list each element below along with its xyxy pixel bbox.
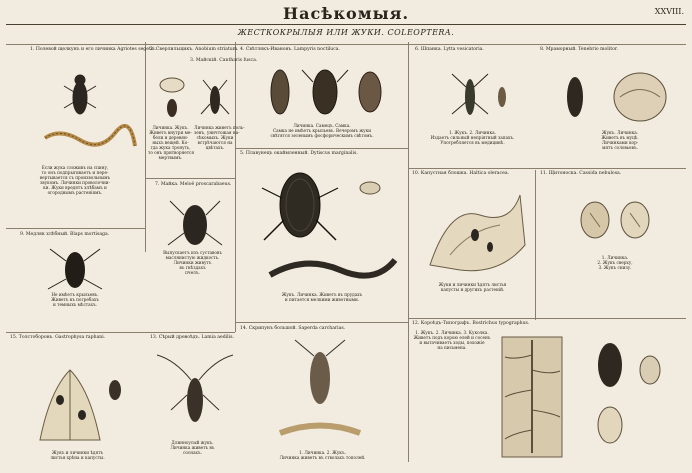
caption-11 <box>545 255 685 270</box>
caption-line: Живетъ въ муцѣ. <box>601 135 639 140</box>
plate-subtitle: ЖЕСТКОКРЫЛЫЯ ИЛИ ЖУКИ. COLEOPTERA. <box>237 28 455 37</box>
blaps-illustration <box>30 245 120 290</box>
haltica-illustration <box>420 185 530 280</box>
caption-line: Жукъ. Личинка. <box>601 130 639 135</box>
caption-line: пчелъ. <box>185 270 200 275</box>
caption-line: маслянистую жидкость. <box>165 255 220 260</box>
section-2-heading: 2. Сверлильщикъ. Anobium striatum. <box>150 47 239 52</box>
caption-5 <box>238 292 406 302</box>
divider <box>236 322 408 323</box>
caption-line: Употребляется въ медицинѣ. <box>440 140 505 145</box>
caption-line: Личинка живетъ въ стволахъ тополей. <box>279 455 366 460</box>
section-8-heading: 8. Мраморный. Tenebrio molitor. <box>540 47 618 52</box>
caption-line: Живетъ внутри ме- <box>149 130 192 135</box>
caption-line: свѣтятся зеленымъ фосфорическимъ свѣтомъ. <box>270 133 374 138</box>
caption-line: огороднымъ растеніямъ. <box>47 190 103 195</box>
caption-line: Выпускаетъ изъ суставовъ <box>163 250 222 255</box>
plate-title: Насѣкомыя. <box>282 4 410 23</box>
caption-line: Живетъ въ погребахъ <box>51 297 99 302</box>
saperda-illustration <box>270 338 370 446</box>
caption-line: и вытачиваетъ ходы, похожіе <box>419 340 485 345</box>
divider <box>535 170 536 320</box>
caption-line: Издаетъ сильный непріятный запахъ. <box>430 135 515 140</box>
section-11-heading: 11. Щитоноска. Cassida nebulosa. <box>540 171 622 176</box>
caption-line: звукомъ. Личинки проволочни- <box>39 180 111 185</box>
divider <box>6 228 146 229</box>
caption-6 <box>410 130 535 145</box>
caption-line: 1. Жукъ. 2. Личинка. <box>449 130 496 135</box>
caption-3 <box>194 125 245 150</box>
caption-line: Личинками кор- <box>601 140 639 145</box>
caption-line: Живетъ подъ корою елей и сосенъ <box>413 335 491 340</box>
caption-line: Личинка живетъ поль- <box>194 125 245 130</box>
caption-line: цвѣтахъ. <box>205 145 225 150</box>
gastrophysa-illustration <box>20 350 135 445</box>
caption-1 <box>10 165 140 195</box>
caption-line: мятъ соловьевъ. <box>602 145 638 150</box>
caption-line: то онъ притворяется <box>148 150 195 155</box>
caption-line: Жукъ и личинки ѣдятъ <box>51 450 104 455</box>
section-10-heading: 10. Капустная блошка. Haltica oleracea. <box>412 171 510 176</box>
lytta-illustration <box>440 62 520 122</box>
tenebrio-illustration <box>545 62 675 127</box>
section-1-heading: 1. Полевой щелкунъ и его личинка Agriotes segetis. <box>30 47 157 52</box>
meloe-illustration <box>160 195 230 250</box>
section-3-heading: 3. Майскій. Cantharis fusca. <box>190 58 258 63</box>
section-9-heading: 9. Медляк хлѣбный. Blaps mortisaga. <box>20 232 110 237</box>
caption-7 <box>150 250 235 275</box>
caption-line: сѣкомыхъ. Жуки <box>196 135 234 140</box>
caption-line: бели и деревян- <box>152 135 189 140</box>
caption-line: 3. Жукъ снизу. <box>598 265 632 270</box>
caption-line: Жуки и личинки ѣдятъ листья <box>438 282 507 287</box>
caption-line: 1. Личинка. 2. Жукъ. <box>299 450 346 455</box>
section-5-heading: 5. Плавунецъ окаймленный. Dytiscus marginalis. <box>240 151 358 156</box>
divider <box>6 332 235 333</box>
caption-line: и темныхъ мѣстахъ. <box>53 302 97 307</box>
divider <box>235 42 236 332</box>
section-7-heading: 7. Майка. Meloë proscarabaeus. <box>155 182 232 187</box>
caption-line: Жукъ. Личинка. Живетъ въ прудахъ <box>281 292 363 297</box>
caption-line: Личинка. Самецъ. Самка. <box>293 123 351 128</box>
caption-10 <box>410 282 535 292</box>
caption-line: Самка не имѣетъ крыльевъ. Вечеромъ жуки <box>272 128 372 133</box>
cantharis-illustration <box>195 70 235 120</box>
caption-line: гда жука тронуть, <box>150 145 191 150</box>
caption-line: въ гнѣздахъ <box>179 265 206 270</box>
caption-line: соснахъ. <box>183 450 202 455</box>
lampyris-illustration <box>250 62 400 122</box>
caption-line: мертвымъ. <box>158 155 183 160</box>
cassida-illustration <box>570 185 670 250</box>
caption-line: Длинноусый жукъ. <box>171 440 214 445</box>
caption-line: Личинки живутъ <box>173 260 212 265</box>
section-4-heading: 4. Свѣтлякъ-Ивановъ. Lampyris noctiluca. <box>240 47 340 52</box>
section-14-heading: 14. Скрипунъ большой. Saperda carcharias. <box>240 326 346 331</box>
caption-line: Личинка. Жукъ. <box>152 125 189 130</box>
divider <box>408 42 409 462</box>
divider <box>236 148 408 149</box>
dytiscus-illustration <box>260 160 400 290</box>
click-beetle-illustration <box>40 68 140 163</box>
section-6-heading: 6. Шпанка. Lytta vesicatoria. <box>415 47 484 52</box>
divider <box>145 178 235 179</box>
caption-line: капусты и другихъ растеній. <box>440 287 505 292</box>
anobium-illustration <box>152 70 192 120</box>
plate-number: XXVIII. <box>654 7 684 16</box>
caption-line: Личинка живетъ въ <box>170 445 215 450</box>
caption-line: ныхъ вещей. Ко- <box>152 140 189 145</box>
section-15-heading: 15. Толстоборонь. Gastrophysa raphani. <box>10 335 106 340</box>
caption-line: и питается мелкими животными. <box>284 297 360 302</box>
caption-line: ки. Жуки вредятъ хлѣбамъ и <box>43 185 107 190</box>
caption-14 <box>240 450 405 460</box>
caption-line: Если жука сложивъ на спину, <box>41 165 109 170</box>
caption-line: на письмена. <box>437 345 467 350</box>
caption-line: 1. Жукъ. 2. Личинка. 3. Куколка. <box>415 330 489 335</box>
caption-13 <box>150 440 235 455</box>
caption-4 <box>238 123 406 138</box>
divider <box>408 318 686 319</box>
caption-line: зенъ, уничтожая на- <box>194 130 240 135</box>
caption-line: Не имѣетъ крыльевъ. <box>51 292 99 297</box>
divider <box>6 44 686 45</box>
lamia-illustration <box>155 350 235 435</box>
caption-9 <box>10 292 140 307</box>
header-rule <box>6 24 686 25</box>
section-13-heading: 13. Сѣрый древоѣдъ. Lamia aedilis. <box>150 335 234 340</box>
caption-line: 2. Жукъ сверху, <box>597 260 633 265</box>
section-12-heading: 12. Короѣдъ-Типографъ. Bostrichus typographus. <box>412 321 530 326</box>
caption-line: листья хрѣна и капусты. <box>50 455 105 460</box>
caption-15 <box>10 450 145 460</box>
caption-2 <box>148 125 193 160</box>
caption-line: 1. Личинка. <box>601 255 629 260</box>
bostrichus-illustration <box>500 335 680 460</box>
caption-12 <box>412 330 492 350</box>
caption-line: то онъ подпрыгиваетъ и пере- <box>41 170 109 175</box>
caption-8 <box>560 130 680 150</box>
caption-line: встрѣчаются на <box>197 140 233 145</box>
caption-line: вертывается съ произвольнымъ <box>39 175 111 180</box>
divider <box>145 42 146 252</box>
divider <box>408 168 686 169</box>
